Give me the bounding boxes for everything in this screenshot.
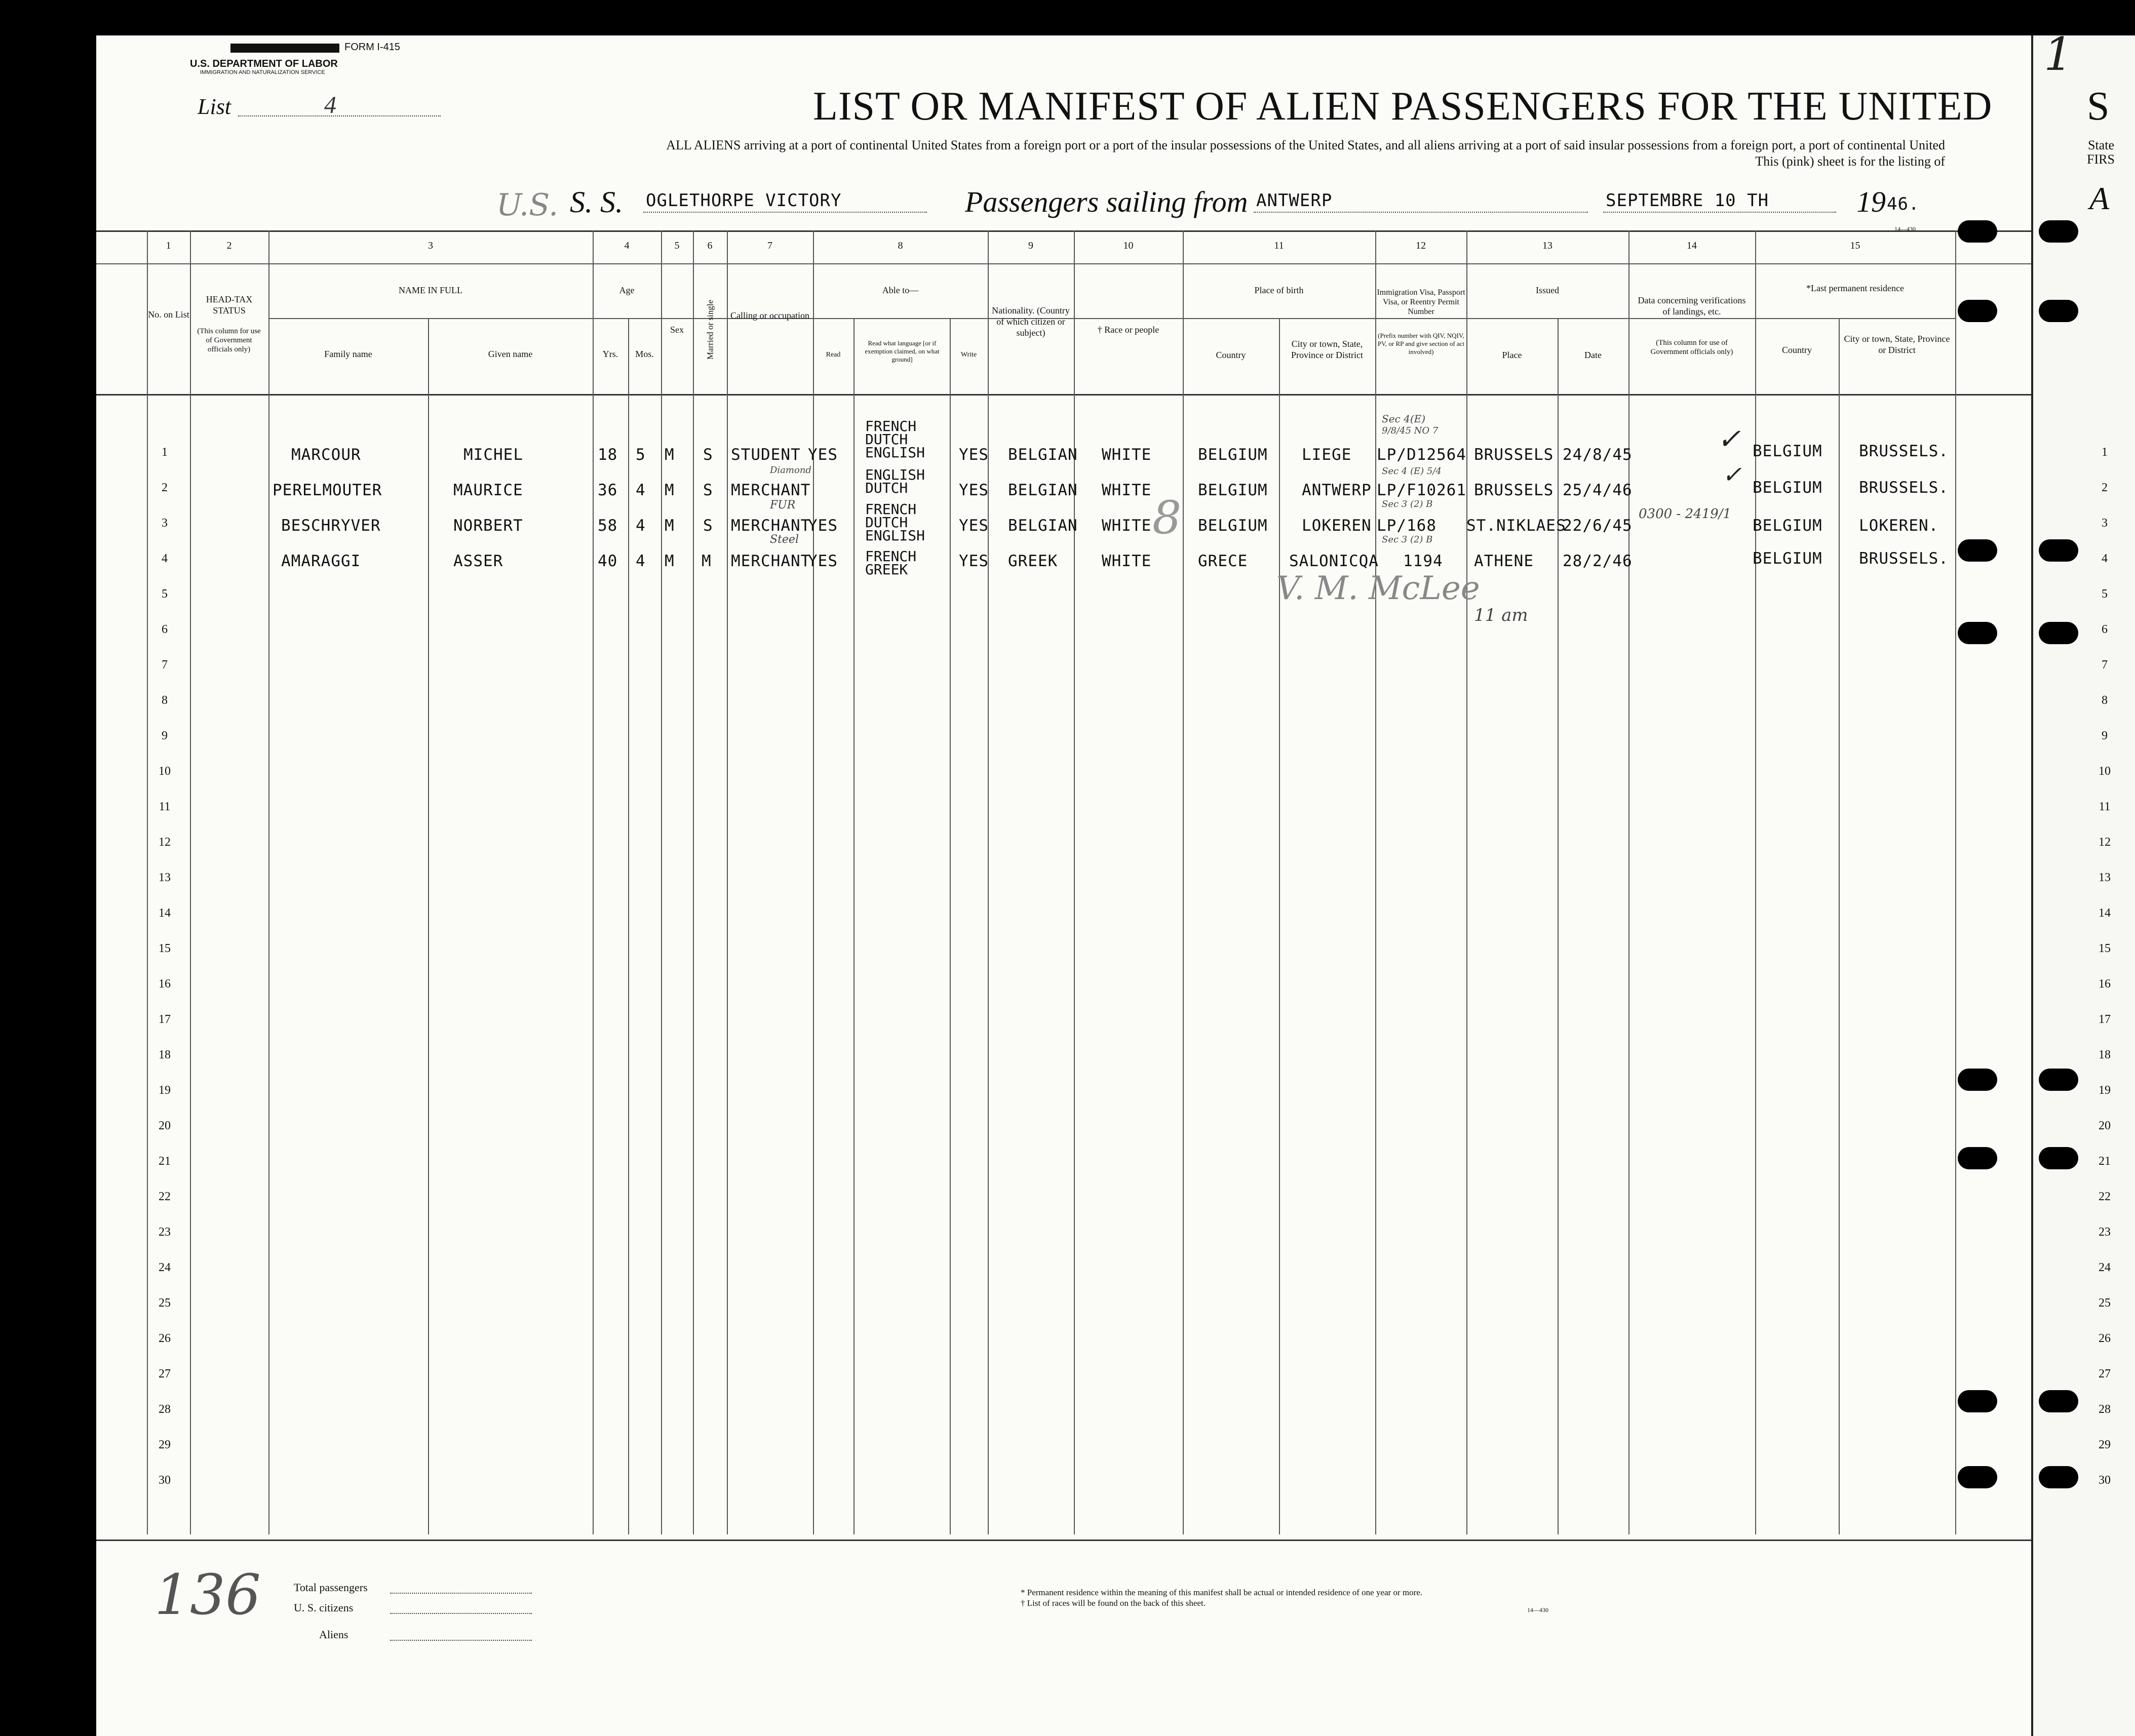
header-sex: Sex [670,325,684,335]
col-rule [950,318,951,1534]
marital: S [703,446,713,464]
birth-city: LIEGE [1302,446,1352,464]
race: WHITE [1102,446,1152,464]
row-number-right: 14 [2099,906,2111,920]
row-number: 14 [159,906,171,920]
right-sheet-title: S [2087,84,2110,129]
row-number: 30 [159,1474,171,1487]
sailing-date: SEPTEMBRE 10 TH [1606,190,1769,211]
birth-country: BELGIUM [1198,481,1268,499]
col-number: 9 [1028,240,1033,251]
header-head-tax-note: (This column for use of Government officials only) [197,327,261,353]
header-given-name: Given name [488,349,533,359]
year-prefix: 19 [1856,185,1886,218]
row-number-right: 9 [2102,729,2108,742]
header-name-in-full: NAME IN FULL [399,285,462,295]
list-label: List [198,94,231,119]
punch-hole [2039,622,2078,644]
row-number: 4 [162,552,168,565]
ship-name: OGLETHORPE VICTORY [646,190,842,211]
row-number-right: 8 [2102,694,2108,707]
write: YES [959,446,989,464]
issued-date: 22/6/45 [1563,517,1633,535]
row-number-right: 4 [2102,552,2108,565]
row-number-right: 11 [2099,800,2111,813]
col-rule [1755,230,1756,1534]
header-issued-date: Date [1584,350,1602,360]
header-head-tax: HEAD-TAX STATUS [206,294,253,315]
row-number-right: 1 [2102,446,2108,459]
service: IMMIGRATION AND NATURALIZATION SERVICE [200,69,325,75]
row-number-right: 27 [2099,1367,2111,1380]
occupation: MERCHANT [731,517,811,535]
col-number: 2 [226,240,232,251]
nationality: BELGIAN [1008,446,1078,464]
checkmark-icon: ✓ [1717,423,1741,456]
row-number-right: 12 [2099,836,2111,849]
row-number-right: 6 [2102,623,2108,636]
header-issued: Issued [1536,285,1559,295]
row-number-right: 5 [2102,587,2108,601]
citizens-field [390,1613,532,1614]
row-number: 1 [162,446,168,459]
punch-hole [1958,220,1997,243]
res-country: BELGIUM [1753,442,1822,460]
year-suffix: 46. [1887,194,1920,214]
res-city: BRUSSELS. [1859,549,1949,568]
punch-hole [1958,1390,1997,1412]
issued-place: BRUSSELS [1474,481,1554,499]
header-place-of-birth: Place of birth [1254,285,1304,295]
col-rule [1466,230,1467,1534]
row-number-right: 29 [2099,1438,2111,1451]
header-age: Age [619,285,635,295]
sex: M [665,481,675,499]
row-number: 17 [159,1013,171,1026]
row-number-right: 20 [2099,1119,2111,1132]
row-number: 26 [159,1332,171,1345]
row-number-right: 30 [2099,1474,2111,1487]
res-city: BRUSSELS. [1859,479,1949,497]
col-rule [693,230,694,1534]
col-rule [1955,230,1956,1534]
res-country: BELGIUM [1753,479,1822,497]
col-rule [813,230,814,1534]
marital: S [703,481,713,499]
total-field [390,1593,532,1594]
header-birth-country: Country [1216,350,1246,360]
row-number: 15 [159,942,171,955]
header-nationality: Nationality. (Country of which citizen or subject) [992,305,1070,338]
punch-hole [2039,220,2078,243]
birth-country: BELGIUM [1198,517,1268,535]
row-number: 23 [159,1226,171,1239]
birth-country: GRECE [1198,552,1248,570]
age-mos: 4 [636,517,646,535]
read: YES [808,517,838,535]
us-citizens-label: U. S. citizens [294,1601,354,1614]
punch-hole [1958,622,1997,644]
header-bottom-line [96,394,2031,396]
header-sub-line [268,318,1955,319]
res-country: BELGIUM [1753,517,1822,535]
punch-hole [2039,1069,2078,1091]
col-number: 8 [898,240,903,251]
col-rule [1183,230,1184,1534]
header-read-language: Read what language [or if exemption claimed, on what ground] [865,339,940,363]
col-number: 11 [1274,240,1284,251]
res-city: BRUSSELS. [1859,442,1949,460]
issued-date: 28/2/46 [1563,552,1633,570]
header-visa: Immigration Visa, Passport Visa, or Reentry Permit Number [1377,288,1465,316]
table-bottom-line [96,1540,2031,1541]
row-number-right: 22 [2099,1190,2111,1203]
header-able-to: Able to— [882,285,919,295]
visa: LP/D12564 [1377,446,1466,464]
annotation-sec-4: Sec 3 (2) B [1382,534,1433,545]
marital: S [703,517,713,535]
read: YES [808,552,838,570]
family-name: BESCHRYVER [281,517,381,535]
sex: M [665,552,675,570]
issued-date: 25/4/46 [1563,481,1633,499]
col-rule [661,230,662,1534]
col-number: 10 [1123,240,1134,251]
col-number: 7 [767,240,772,251]
nationality: BELGIAN [1008,517,1078,535]
col-rule [988,230,989,1534]
annotation-landing-code: 0300 - 2419/1 [1639,506,1731,522]
sex: M [665,517,675,535]
race-mark: 8 [1152,491,1182,544]
issued-place: ST.NIKLAES [1466,517,1566,535]
row-number: 10 [159,765,171,778]
row-number: 6 [162,623,168,636]
row-number: 8 [162,694,168,707]
row-number-right: 3 [2102,517,2108,530]
res-country: BELGIUM [1753,549,1822,568]
row-number-right: 21 [2099,1155,2111,1168]
sailing-label: Passengers sailing from [965,185,1248,218]
given-name: MICHEL [463,446,523,464]
age-yrs: 40 [598,552,618,570]
age-yrs: 58 [598,517,618,535]
row-number: 29 [159,1438,171,1451]
row-number-right: 2 [2102,481,2108,494]
row-number-right: 23 [2099,1226,2111,1239]
row-number-right: 17 [2099,1013,2111,1026]
header-family-name: Family name [324,349,372,359]
language: DUTCH [865,514,908,531]
right-sheet-first: FIRS [2087,152,2115,167]
given-name: MAURICE [453,481,523,499]
ship-prefix: S. S. [570,185,623,219]
col-number: 13 [1542,240,1552,251]
occupation: MERCHANT [731,481,811,499]
row-number-right: 26 [2099,1332,2111,1345]
right-sheet-state: State [2088,138,2114,152]
footer-form-code: 14—430 [1527,1606,1548,1613]
visa: LP/168 [1377,517,1437,535]
family-name: AMARAGGI [281,552,361,570]
header-calling: Calling or occupation [730,310,809,321]
annotation-steel: Steel [770,533,799,546]
language: ENGLISH [865,444,925,461]
age-mos: 4 [636,552,646,570]
list-number: 4 [324,92,336,119]
row-number-right: 25 [2099,1296,2111,1310]
header-mos: Mos. [635,349,654,359]
language: DUTCH [865,431,908,448]
redacted-bar [230,44,339,53]
margin-mark: 1 [2044,28,2073,81]
birth-country: BELGIUM [1198,446,1268,464]
language: FRENCH [865,418,917,435]
row-number: 19 [159,1084,171,1097]
annotation-sec-1b: 9/8/45 NO 7 [1382,425,1439,436]
given-name: ASSER [453,552,503,570]
row-number: 28 [159,1403,171,1416]
header-read: Read [826,351,841,359]
header-landing-note: (This column for use of Government officials only) [1650,339,1733,356]
annotation-sec-1: Sec 4(E) [1382,413,1426,425]
punch-hole [2039,539,2078,562]
col-number: 4 [624,240,630,251]
checkmark-icon: ✓ [1722,461,1742,488]
visa: 1194 [1403,552,1443,570]
col-rule [268,230,269,1534]
col-rule [190,230,191,1534]
header-birth-city: City or town, State, Province or District [1291,339,1363,360]
department: U.S. DEPARTMENT OF LABOR [190,58,338,69]
col-rule [593,230,594,1534]
row-number-right: 18 [2099,1048,2111,1061]
row-number-right: 28 [2099,1403,2111,1416]
row-number: 12 [159,836,171,849]
annotation-fur: FUR [770,499,796,511]
annotation-sec-2: Sec 4 (E) 5/4 [1382,466,1442,477]
row-number-right: 15 [2099,942,2111,955]
header-yrs: Yrs. [602,349,618,359]
row-number: 24 [159,1261,171,1274]
race: WHITE [1102,481,1152,499]
form-number: FORM I-415 [344,42,401,53]
col-rule [853,318,855,1534]
instruction-line-2: This (pink) sheet is for the listing of [1755,154,1945,169]
col-rule [1628,230,1629,1534]
punch-hole [1958,1466,1997,1488]
footnote-races: † List of races will be found on the back of this sheet. [1021,1598,1206,1608]
row-number-right: 7 [2102,658,2108,672]
colnum-line [96,263,2031,264]
row-number: 20 [159,1119,171,1132]
punch-hole [1958,1069,1997,1091]
language: FRENCH [865,548,917,565]
col-rule [428,318,429,1534]
header-no-on-list: No. on List [148,309,189,320]
col-rule [1558,318,1559,1534]
header-last-residence: *Last permanent residence [1806,283,1904,293]
tally-number: 136 [154,1562,261,1627]
write: YES [959,552,989,570]
row-number: 13 [159,871,171,884]
header-landing: Data concerning verifications of landings, etc. [1638,295,1746,317]
aliens-field [390,1640,532,1641]
birth-city: LOKEREN [1302,517,1372,535]
total-passengers-label: Total passengers [294,1581,368,1594]
col-rule [147,230,148,1534]
row-number: 18 [159,1048,171,1061]
row-number-right: 24 [2099,1261,2111,1274]
annotation-diamond: Diamond [770,465,811,476]
row-number-right: 19 [2099,1084,2111,1097]
row-number-right: 13 [2099,871,2111,884]
marital: M [702,552,712,570]
header-issued-place: Place [1502,350,1522,360]
header-race: † Race or people [1097,325,1159,335]
header-res-country: Country [1781,345,1812,355]
col-rule [1279,318,1280,1534]
occupation: MERCHANT [731,552,811,570]
punch-hole [1958,539,1997,562]
read: YES [808,446,838,464]
row-number: 22 [159,1190,171,1203]
nationality: GREEK [1008,552,1058,570]
race: WHITE [1102,552,1152,570]
row-number: 16 [159,977,171,991]
row-number: 11 [159,800,171,813]
punch-hole [1958,300,1997,322]
age-mos: 5 [636,446,646,464]
occupation: STUDENT [731,446,801,464]
punch-hole [1958,1147,1997,1169]
issued-place: BRUSSELS [1474,446,1554,464]
family-name: MARCOUR [291,446,361,464]
write: YES [959,481,989,499]
sailing-from: ANTWERP [1256,190,1333,211]
col-number: 15 [1850,240,1860,251]
sex: M [665,446,675,464]
issued-date: 24/8/45 [1563,446,1633,464]
manifest-title: LIST OR MANIFEST OF ALIEN PASSENGERS FOR THE UNITED [813,84,1993,129]
date-underline [1603,212,1836,213]
col-rule [1839,318,1840,1534]
punch-hole [2039,1390,2078,1412]
ship-underline [643,212,927,213]
language: GREEK [865,561,908,578]
header-write: Write [960,351,977,359]
handwritten-us: U.S. [496,187,559,223]
port-underline [1254,212,1588,213]
col-number: 1 [166,240,171,251]
family-name: PERELMOUTER [273,481,382,499]
col-number: 14 [1687,240,1697,251]
row-number: 3 [162,517,168,530]
res-city: LOKEREN. [1859,517,1939,535]
col-number: 12 [1416,240,1426,251]
annotation-sec-3: Sec 3 (2) B [1382,499,1433,509]
header-visa-note: (Prefix number with QIV, NQIV, PV, or RP and give section of act involved) [1377,332,1465,356]
row-number: 5 [162,587,168,601]
instruction-line-1: ALL ALIENS arriving at a port of continental United States from a foreign port or a port of the insular possessions of the United States, and all aliens arriving at a port of said insular possessions from a foreign port, a port of continental United [666,138,1945,152]
birth-city: SALONICQA [1289,552,1379,570]
language: DUTCH [865,480,908,496]
write: YES [959,517,989,535]
punch-hole [2039,1147,2078,1169]
table-top-line [96,230,2031,232]
header-res-city: City or town, State, Province or District [1844,334,1950,355]
col-rule [727,230,728,1534]
given-name: NORBERT [453,517,523,535]
col-number: 6 [707,240,713,251]
list-underline [238,115,441,116]
col-rule [1074,230,1075,1534]
annotation-time: 11 am [1474,605,1528,625]
row-number: 21 [159,1155,171,1168]
language: FRENCH [865,501,917,518]
age-yrs: 36 [598,481,618,499]
punch-hole [2039,1466,2078,1488]
language: ENGLISH [865,527,925,544]
annotation-signature: V. M. McLee [1276,570,1480,607]
language: ENGLISH [865,466,925,483]
col-form-code: 14—430 [1894,225,1916,232]
visa: LP/F10261 [1377,481,1466,499]
punch-hole [2039,300,2078,322]
age-yrs: 18 [598,446,618,464]
race: WHITE [1102,517,1152,535]
row-number: 9 [162,729,168,742]
age-mos: 4 [636,481,646,499]
footnote-residence: * Permanent residence within the meaning of this manifest shall be actual or intended residence of one year or more. [1021,1588,1423,1597]
row-number: 2 [162,481,168,494]
col-number: 3 [428,240,433,251]
issued-place: ATHENE [1474,552,1534,570]
nationality: BELGIAN [1008,481,1078,499]
header-married: Married or single [705,299,715,360]
right-sheet-title-a: A [2089,180,2110,216]
row-number-right: 10 [2099,765,2111,778]
col-rule [628,318,629,1534]
row-number: 7 [162,658,168,672]
col-rule [1375,230,1376,1534]
row-number: 25 [159,1296,171,1310]
col-number: 5 [674,240,680,251]
aliens-label: Aliens [319,1628,348,1641]
row-number: 27 [159,1367,171,1380]
row-number-right: 16 [2099,977,2111,991]
birth-city: ANTWERP [1302,481,1372,499]
